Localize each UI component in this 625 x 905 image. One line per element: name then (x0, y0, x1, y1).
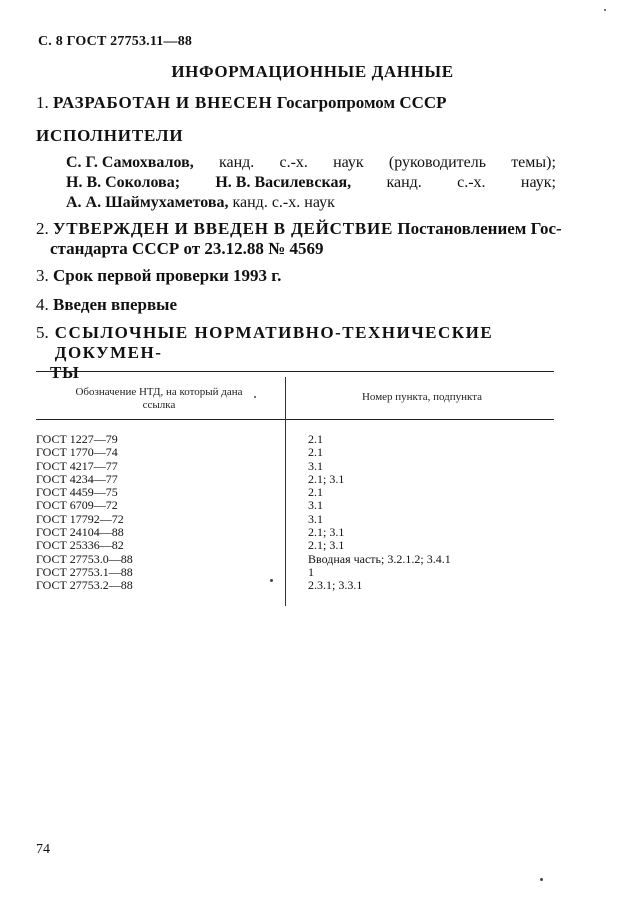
table-cell-doc: ГОСТ 1227—79 (36, 432, 118, 446)
table-cell-ref: 3.1 (308, 498, 323, 513)
item-review (36, 266, 596, 286)
item-number: 1. (36, 93, 49, 112)
executor-line-2 (66, 173, 556, 193)
item-text: Введен впервые (53, 295, 178, 314)
table-header-rule (36, 419, 554, 420)
table-cell-doc: ГОСТ 24104—88 (36, 525, 124, 540)
table-cell-ref: 2.1 (308, 485, 323, 500)
table-header-text: ссылка (142, 399, 176, 411)
executor-line-1 (66, 153, 556, 173)
table-cell-doc: ГОСТ 17792—72 (36, 511, 124, 526)
page-number: 74 (36, 842, 50, 857)
executor-degree-word: канд. (386, 174, 422, 191)
table-cell-doc: ГОСТ 25336—82 (36, 538, 124, 553)
executor-degree-word: канд. (218, 154, 255, 171)
table-cell-ref: 1 (308, 564, 314, 579)
table-column-divider (285, 377, 286, 606)
table-col2-header: Номер пункта, подпункта (361, 391, 483, 403)
table-cell-doc: ГОСТ 6709—72 (36, 498, 118, 513)
item-text: Постановлением Гос- (397, 219, 562, 238)
executor-role-word: (руководитель (388, 154, 487, 171)
table-cell-doc: ГОСТ 4217—77 (36, 458, 118, 473)
table-col1-header (36, 386, 282, 412)
scan-speck (270, 579, 273, 582)
executor-line-3 (66, 193, 556, 213)
item-text: Госагропромом СССР (276, 93, 447, 112)
item-number: 3. (36, 266, 49, 285)
executor-name: Н. В. Соколова; (66, 174, 181, 191)
item-number: 4. (36, 295, 49, 314)
table-top-rule (36, 371, 554, 372)
table-cell-doc: ГОСТ 4234—77 (36, 471, 118, 486)
item-developed (36, 93, 596, 113)
executor-degree-word: наук (333, 154, 364, 171)
item-caps: РАЗРАБОТАН И ВНЕСЕН (53, 93, 273, 112)
table-cell-doc: ГОСТ 27753.2—88 (36, 578, 133, 593)
executor-name: А. А. Шаймухаметова, (66, 194, 229, 211)
scan-speck (604, 9, 606, 11)
table-col-docs (36, 433, 276, 593)
item-text: Срок первой проверки 1993 г. (53, 266, 282, 285)
item-caps: УТВЕРЖДЕН И ВВЕДЕН В ДЕЙСТВИЕ (53, 219, 394, 238)
table-header-text: Обозначение НТД, на который дана (75, 386, 243, 398)
item-text: стандарта СССР от 23.12.88 № 4569 (50, 239, 324, 258)
executor-degree-word: с.-х. (279, 154, 308, 171)
table-cell-doc: ГОСТ 27753.1—88 (36, 564, 133, 579)
item-caps: ССЫЛОЧНЫЕ НОРМАТИВНО-ТЕХНИЧЕСКИЕ ДОКУМЕН- (54, 323, 494, 362)
executor-degree-word: с.-х. (457, 174, 486, 191)
item-number: 5. (36, 323, 49, 342)
executor-degree-word: наук; (520, 174, 556, 191)
table-col-refs (308, 433, 554, 593)
executor-role-word: темы); (511, 154, 556, 171)
table-cell-ref: 2.1; 3.1 (308, 538, 345, 553)
executor-name: С. Г. Самохвалов, (66, 154, 194, 171)
table-cell-ref: Вводная часть; 3.2.1.2; 3.4.1 (308, 551, 451, 566)
scan-speck (540, 878, 543, 881)
table-cell-ref: 2.1; 3.1 (308, 471, 345, 486)
page-header: С. 8 ГОСТ 27753.11—88 (38, 34, 193, 49)
table-cell-doc: ГОСТ 4459—75 (36, 485, 118, 500)
table-cell-ref: 3.1 (308, 511, 323, 526)
item-introduced (36, 295, 596, 315)
table-cell-doc: ГОСТ 27753.0—88 (36, 551, 133, 566)
page-title: ИНФОРМАЦИОННЫЕ ДАННЫЕ (171, 62, 454, 81)
item-approved (36, 219, 596, 259)
table-cell-ref: 3.1 (308, 458, 323, 473)
item-caps: ТЫ (50, 363, 80, 382)
item-number: 2. (36, 219, 49, 238)
scan-speck (254, 396, 256, 398)
executor-degree: канд. с.-х. наук (232, 194, 335, 211)
executors-heading: ИСПОЛНИТЕЛИ (36, 126, 184, 145)
table-cell-doc: ГОСТ 1770—74 (36, 445, 118, 460)
table-cell-ref: 2.1 (308, 432, 323, 446)
table-cell-ref: 2.1 (308, 445, 323, 460)
item-references (36, 323, 596, 383)
executors-list (66, 153, 556, 213)
table-cell-ref: 2.1; 3.1 (308, 525, 345, 540)
executor-name: Н. В. Василевская, (215, 174, 352, 191)
table-cell-ref: 2.3.1; 3.3.1 (308, 578, 363, 593)
